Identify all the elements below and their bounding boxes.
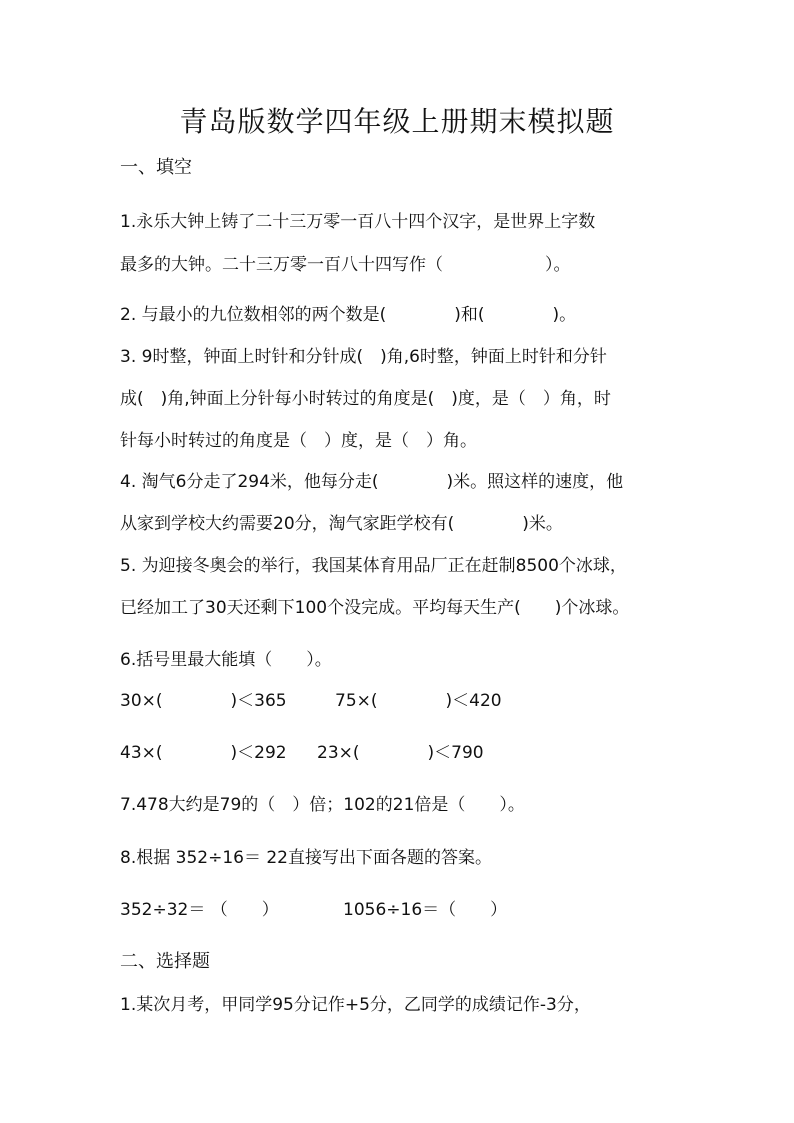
question-6-item-b: 75×( )＜420 [335,691,502,711]
question-7: 7.478大约是79的（ ）倍；102的21倍是（ ）。 [120,795,525,815]
question-3-line-2: 成( )角,钟面上分针每小时转过的角度是( )度，是（ ）角，时 [120,389,611,409]
choice-question-1: 1.某次月考，甲同学95分记作+5分，乙同学的成绩记作-3分， [120,995,591,1015]
page-title: 青岛版数学四年级上册期末模拟题 [179,105,615,138]
question-1-line-2: 最多的大钟。二十三万零一百八十四写作（ ）。 [120,255,571,275]
question-6-item-a: 30×( )＜365 [120,691,287,711]
question-8: 8.根据 352÷16＝ 22直接写出下面各题的答案。 [120,848,492,868]
question-6-item-d: 23×( )＜790 [317,743,484,763]
question-8-item-b: 1056÷16＝（ ） [343,900,508,920]
section-heading-choice: 二、选择题 [120,951,210,972]
question-2: 2. 与最小的九位数相邻的两个数是( )和( )。 [120,305,577,325]
question-3-line-3: 针每小时转过的角度是（ ）度，是（ ）角。 [120,431,477,451]
question-4-line-2: 从家到学校大约需要20分，淘气家距学校有( )米。 [120,514,563,534]
question-8-item-a: 352÷32＝ （ ） [120,900,279,920]
question-5-line-2: 已经加工了30天还剩下100个没完成。平均每天生产( )个冰球。 [120,598,630,618]
section-heading-fill-blank: 一、填空 [120,157,192,178]
question-6-item-c: 43×( )＜292 [120,743,287,763]
question-1-line-1: 1.永乐大钟上铸了二十三万零一百八十四个汉字，是世界上字数 [120,212,596,232]
question-3-line-1: 3. 9时整，钟面上时针和分针成( )角,6时整，钟面上时针和分针 [120,347,607,367]
question-6: 6.括号里最大能填（ ）。 [120,650,332,670]
question-5-line-1: 5. 为迎接冬奥会的举行，我国某体育用品厂正在赶制8500个冰球， [120,556,627,576]
question-4-line-1: 4. 淘气6分走了294米，他每分走( )米。照这样的速度，他 [120,472,624,492]
